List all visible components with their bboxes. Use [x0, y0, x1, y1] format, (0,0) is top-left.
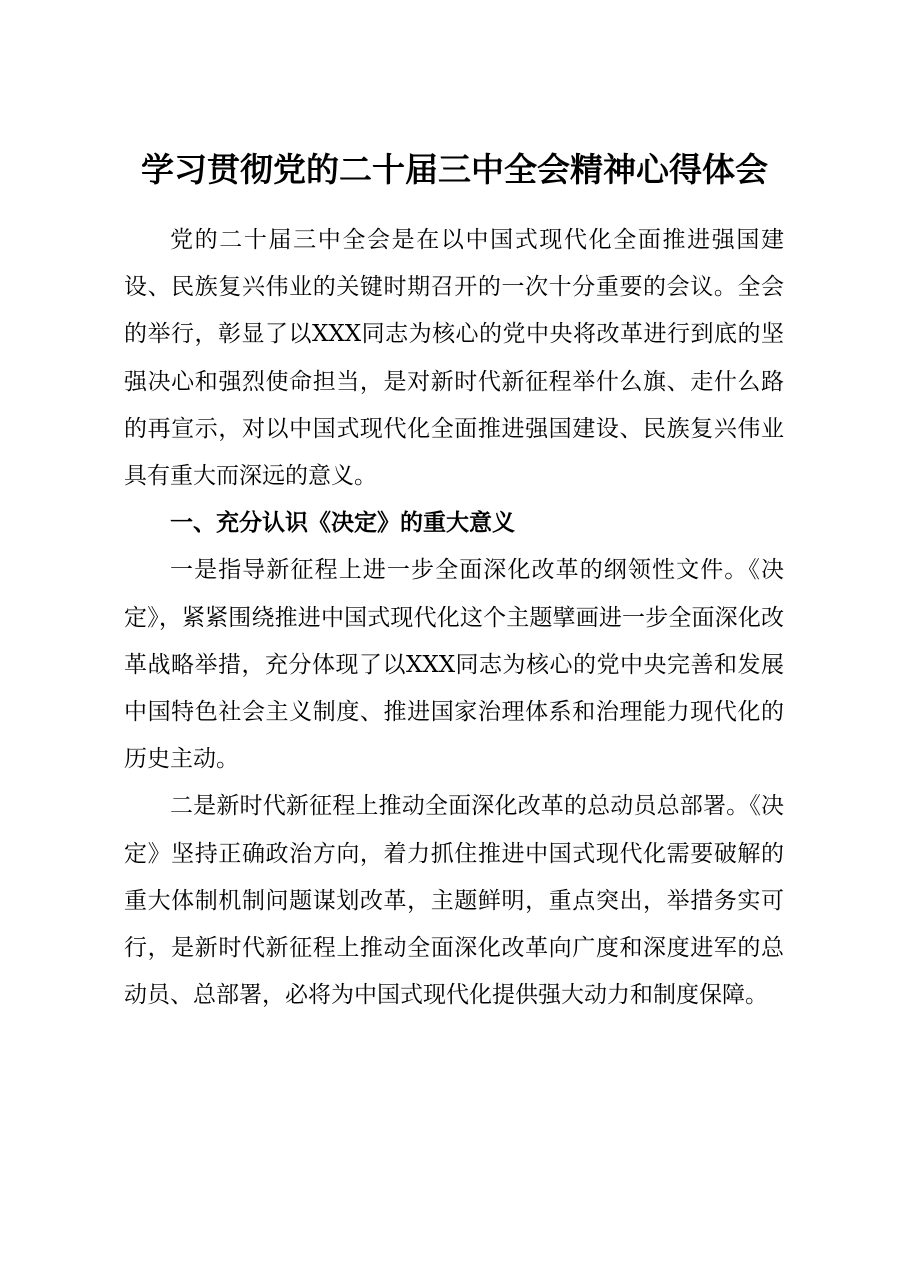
body-paragraph: 二是新时代新征程上推动全面深化改革的总动员总部署。《决定》坚持正确政治方向，着力抓住推进中国式现代化需要破解的重大体制机制问题谋划改革，主题鲜明，重点突出，举措务实可行，是新时代新征程上推动全面深化改革向广度和深度进军的总动员、总部署，必将为中国式现代化提供强大动力和制度保障。	[124, 793, 784, 1009]
body-paragraph: 一是指导新征程上进一步全面深化改革的纲领性文件。《决定》，紧紧围绕推进中国式现代化这个主题擘画进一步全面深化改革战略举措，充分体现了以XXX同志为核心的党中央完善和发展中国特色社会主义制度、推进国家治理体系和治理能力现代化的历史主动。	[124, 557, 784, 773]
document-body	[124, 217, 784, 1019]
document-title: 学习贯彻党的二十届三中全会精神心得体会	[141, 150, 768, 189]
section-heading: 一、充分认识《决定》的重大意义	[170, 510, 515, 537]
intro-paragraph: 党的二十届三中全会是在以中国式现代化全面推进强国建设、民族复兴伟业的关键时期召开的一次十分重要的会议。全会的举行，彰显了以XXX同志为核心的党中央将改革进行到底的坚强决心和强烈使命担当，是对新时代新征程举什么旗、走什么路的再宣示，对以中国式现代化全面推进强国建设、民族复兴伟业具有重大而深远的意义。	[124, 227, 784, 490]
